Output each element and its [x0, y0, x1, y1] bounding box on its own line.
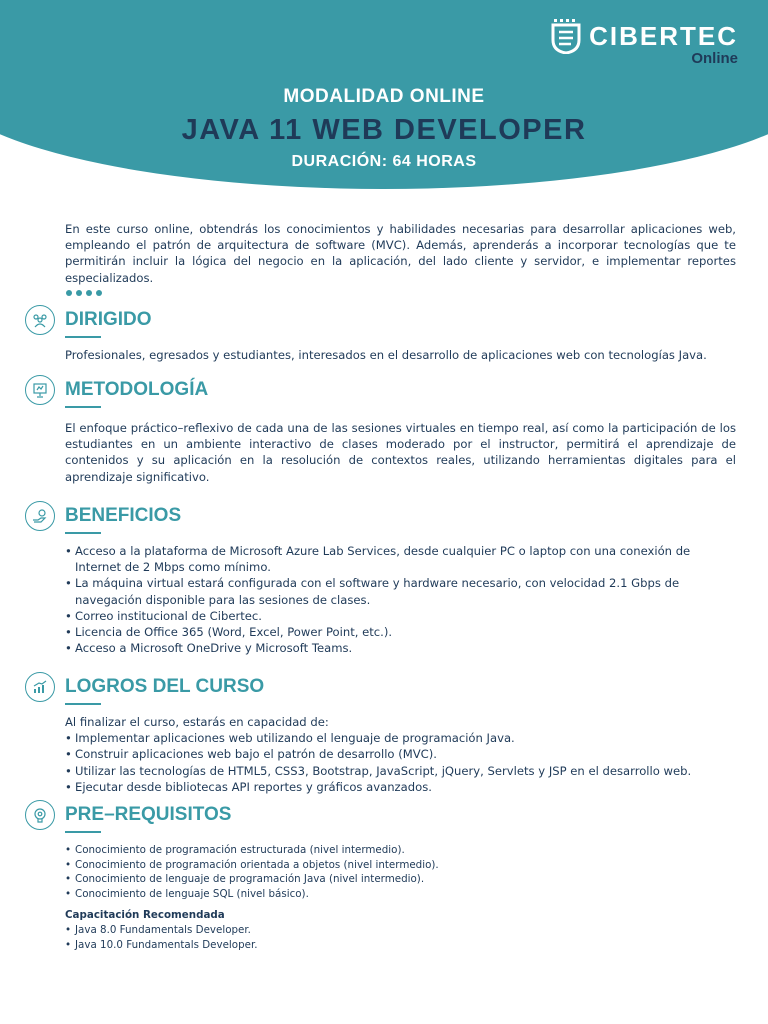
brand-logo[interactable]	[551, 18, 738, 67]
prerequisitos-block	[65, 843, 736, 952]
recommended-list	[65, 923, 736, 952]
intro-paragraph: En este curso online, obtendrás los conocimientos y habilidades necesarias para desarrollar aplicaciones web, empleando el patrón de arquitectura de software (MVC). Además, aprenderás a incorporar tecnologías que te permitirán incluir la lógica del negocio en la aplicación, del lado cliente y servidor, e implementar reportes especializados.	[65, 222, 736, 285]
hero-duration: DURACIÓN: 64 HORAS	[291, 153, 477, 170]
list-item: • Licencia de Office 365 (Word, Excel, Power Point, etc.).	[65, 624, 736, 640]
growth-chart-icon	[25, 672, 55, 702]
dirigido-text: Profesionales, egresados y estudiantes, interesados en el desarrollo de aplicaciones web con tecnologías Java.	[65, 348, 707, 362]
logros-list	[65, 730, 736, 795]
section-title-metodologia: METODOLOGÍA	[65, 379, 209, 400]
hand-coins-icon	[25, 501, 55, 531]
beneficios-list	[65, 543, 736, 656]
list-item: • Java 8.0 Fundamentals Developer.	[65, 923, 736, 938]
page-title: JAVA 11 WEB DEVELOPER	[181, 114, 587, 146]
people-icon	[25, 305, 55, 335]
brain-gear-icon	[25, 800, 55, 830]
section-prerequisitos	[25, 799, 231, 831]
hero-mode: MODALIDAD ONLINE	[283, 86, 485, 107]
section-logros	[25, 671, 264, 703]
logros-intro: Al finalizar el curso, estarás en capacidad de:	[65, 715, 329, 729]
section-title-dirigido: DIRIGIDO	[65, 309, 152, 330]
brand-name: CIBERTEC	[589, 20, 738, 51]
section-metodologia	[25, 374, 208, 406]
cibertec-logo-icon	[551, 18, 581, 54]
divider-dots	[66, 290, 102, 296]
list-item: • Conocimiento de programación estructurada (nivel intermedio).	[65, 843, 736, 858]
list-item: • La máquina virtual estará configurada con el software y hardware necesario, con velocidad 2.1 Gbps de navegación disponible para las sesiones de clases.	[65, 575, 736, 607]
brand-sub: Online	[691, 50, 738, 67]
section-beneficios	[25, 500, 181, 532]
section-title-beneficios: BENEFICIOS	[65, 505, 182, 526]
list-item: • Utilizar las tecnologías de HTML5, CSS3, Bootstrap, JavaScript, jQuery, Servlets y JSP en el desarrollo web.	[65, 763, 736, 779]
list-item: • Correo institucional de Cibertec.	[65, 608, 736, 624]
list-item: • Conocimiento de lenguaje de programación Java (nivel intermedio).	[65, 872, 736, 887]
list-item: • Conocimiento de lenguaje SQL (nivel básico).	[65, 887, 736, 902]
section-title-logros: LOGROS DEL CURSO	[65, 676, 265, 697]
recommended-heading: Capacitación Recomendada	[65, 909, 225, 922]
section-dirigido	[25, 304, 152, 336]
prerequisitos-list	[65, 843, 736, 901]
list-item: • Implementar aplicaciones web utilizando el lenguaje de programación Java.	[65, 730, 736, 746]
section-title-prerequisitos: PRE–REQUISITOS	[65, 804, 232, 825]
list-item: • Acceso a Microsoft OneDrive y Microsoft Teams.	[65, 640, 736, 656]
list-item: • Construir aplicaciones web bajo el patrón de desarrollo (MVC).	[65, 746, 736, 762]
list-item: • Java 10.0 Fundamentals Developer.	[65, 938, 736, 953]
metodologia-text: El enfoque práctico–reflexivo de cada una de las sesiones virtuales en tiempo real, así como la participación de los estudiantes en un ambiente interactivo de clases moderado por el instructor, permitirá el aprendizaje de contenidos y su aplicación en la resolución de contextos reales, utilizando herramientas digitales para el aprendizaje significativo.	[65, 421, 736, 484]
list-item: • Ejecutar desde bibliotecas API reportes y gráficos avanzados.	[65, 779, 736, 795]
list-item: • Acceso a la plataforma de Microsoft Azure Lab Services, desde cualquier PC o laptop con una conexión de Internet de 2 Mbps como mínimo.	[65, 543, 736, 575]
presentation-icon	[25, 375, 55, 405]
list-item: • Conocimiento de programación orientada a objetos (nivel intermedio).	[65, 858, 736, 873]
logros-block	[65, 714, 736, 795]
